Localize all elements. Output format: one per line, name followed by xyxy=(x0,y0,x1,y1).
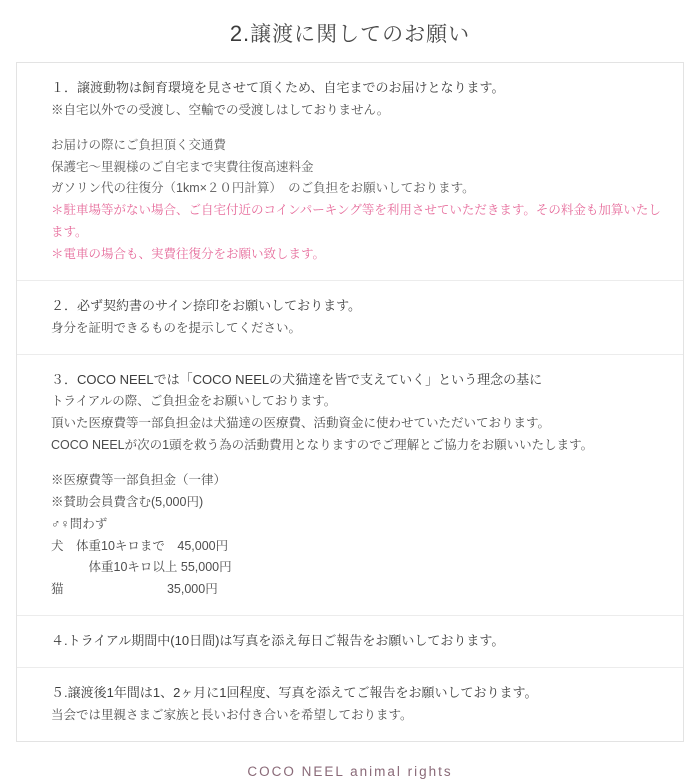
section-3-line-3: 頂いた医療費等一部負担金は犬猫達の医療費、活動資金に使わせていただいております。 xyxy=(51,416,551,431)
page-title-number: 2. xyxy=(229,21,251,46)
fee-line-6: 猫 35,000円 xyxy=(51,582,218,597)
page-title xyxy=(0,0,700,62)
section-1-line-1: １．譲渡動物は飼育環境を見させて頂くため、自宅までのお届けとなります。 xyxy=(51,80,505,95)
section-1-notice-1: ＊駐車場等がない場合、ご自宅付近のコインパーキング等を利用させていただきます。その料金も加算いたします。 xyxy=(51,203,661,240)
section-3-line-1: ３．COCO NEELでは「COCO NEELの犬猫達を皆で支えていく」という理念の基に xyxy=(51,371,543,387)
footer-brand: COCO NEEL animal rights xyxy=(247,763,453,779)
section-1-cost-line-1: お届けの際にご負担頂く交通費 xyxy=(51,137,227,152)
terms-panel xyxy=(16,62,684,742)
section-5 xyxy=(17,668,683,741)
section-1-notice-2: ＊電車の場合も、実費往復分をお願い致します。 xyxy=(51,247,326,261)
section-2-line-2: 身分を証明できるものを提示してください。 xyxy=(51,320,302,335)
section-3-line-2: トライアルの際、ご負担金をお願いしております。 xyxy=(51,394,337,409)
fee-line-1: ※医療費等一部負担金（一律） xyxy=(51,472,227,487)
fee-line-3: ♂♀問わず xyxy=(51,516,108,531)
section-2 xyxy=(17,281,683,355)
section-1-cost-line-3: ガソリン代の往復分（1km×２０円計算） のご負担をお願いしております。 xyxy=(51,181,475,196)
section-3 xyxy=(17,355,683,617)
fee-line-4: 犬 体重10キロまで 45,000円 xyxy=(51,538,229,553)
section-5-line-1: ５.譲渡後1年間は1、2ヶ月に1回程度、写真を添えてご報告をお願いしております。 xyxy=(51,684,538,700)
section-3-line-4: COCO NEELが次の1頭を救う為の活動費用となりますのでご理解とご協力をお願いいたします。 xyxy=(51,438,594,452)
section-4-line-1: ４.トライアル期間中(10日間)は写真を添え毎日ご報告をお願いしております。 xyxy=(51,633,505,649)
page-title-text: 譲渡に関してのお願い xyxy=(250,23,471,46)
section-4 xyxy=(17,616,683,668)
spacer xyxy=(51,457,661,470)
spacer xyxy=(51,122,661,135)
section-5-line-2: 当会では里親さまご家族と長いお付き合いを希望しております。 xyxy=(51,707,413,722)
fee-line-2: ※賛助会員費含む(5,000円) xyxy=(51,494,204,509)
section-2-line-1: ２．必ず契約書のサイン捺印をお願いしております。 xyxy=(51,297,362,313)
fee-line-5: 体重10キロ以上 55,000円 xyxy=(51,560,232,575)
section-1-line-2: ※自宅以外での受渡し、空輸での受渡しはしておりません。 xyxy=(51,102,390,117)
section-1-cost-line-2: 保護宅〜里親様のご自宅まで実費往復高速料金 xyxy=(51,159,314,174)
section-1 xyxy=(17,63,683,281)
